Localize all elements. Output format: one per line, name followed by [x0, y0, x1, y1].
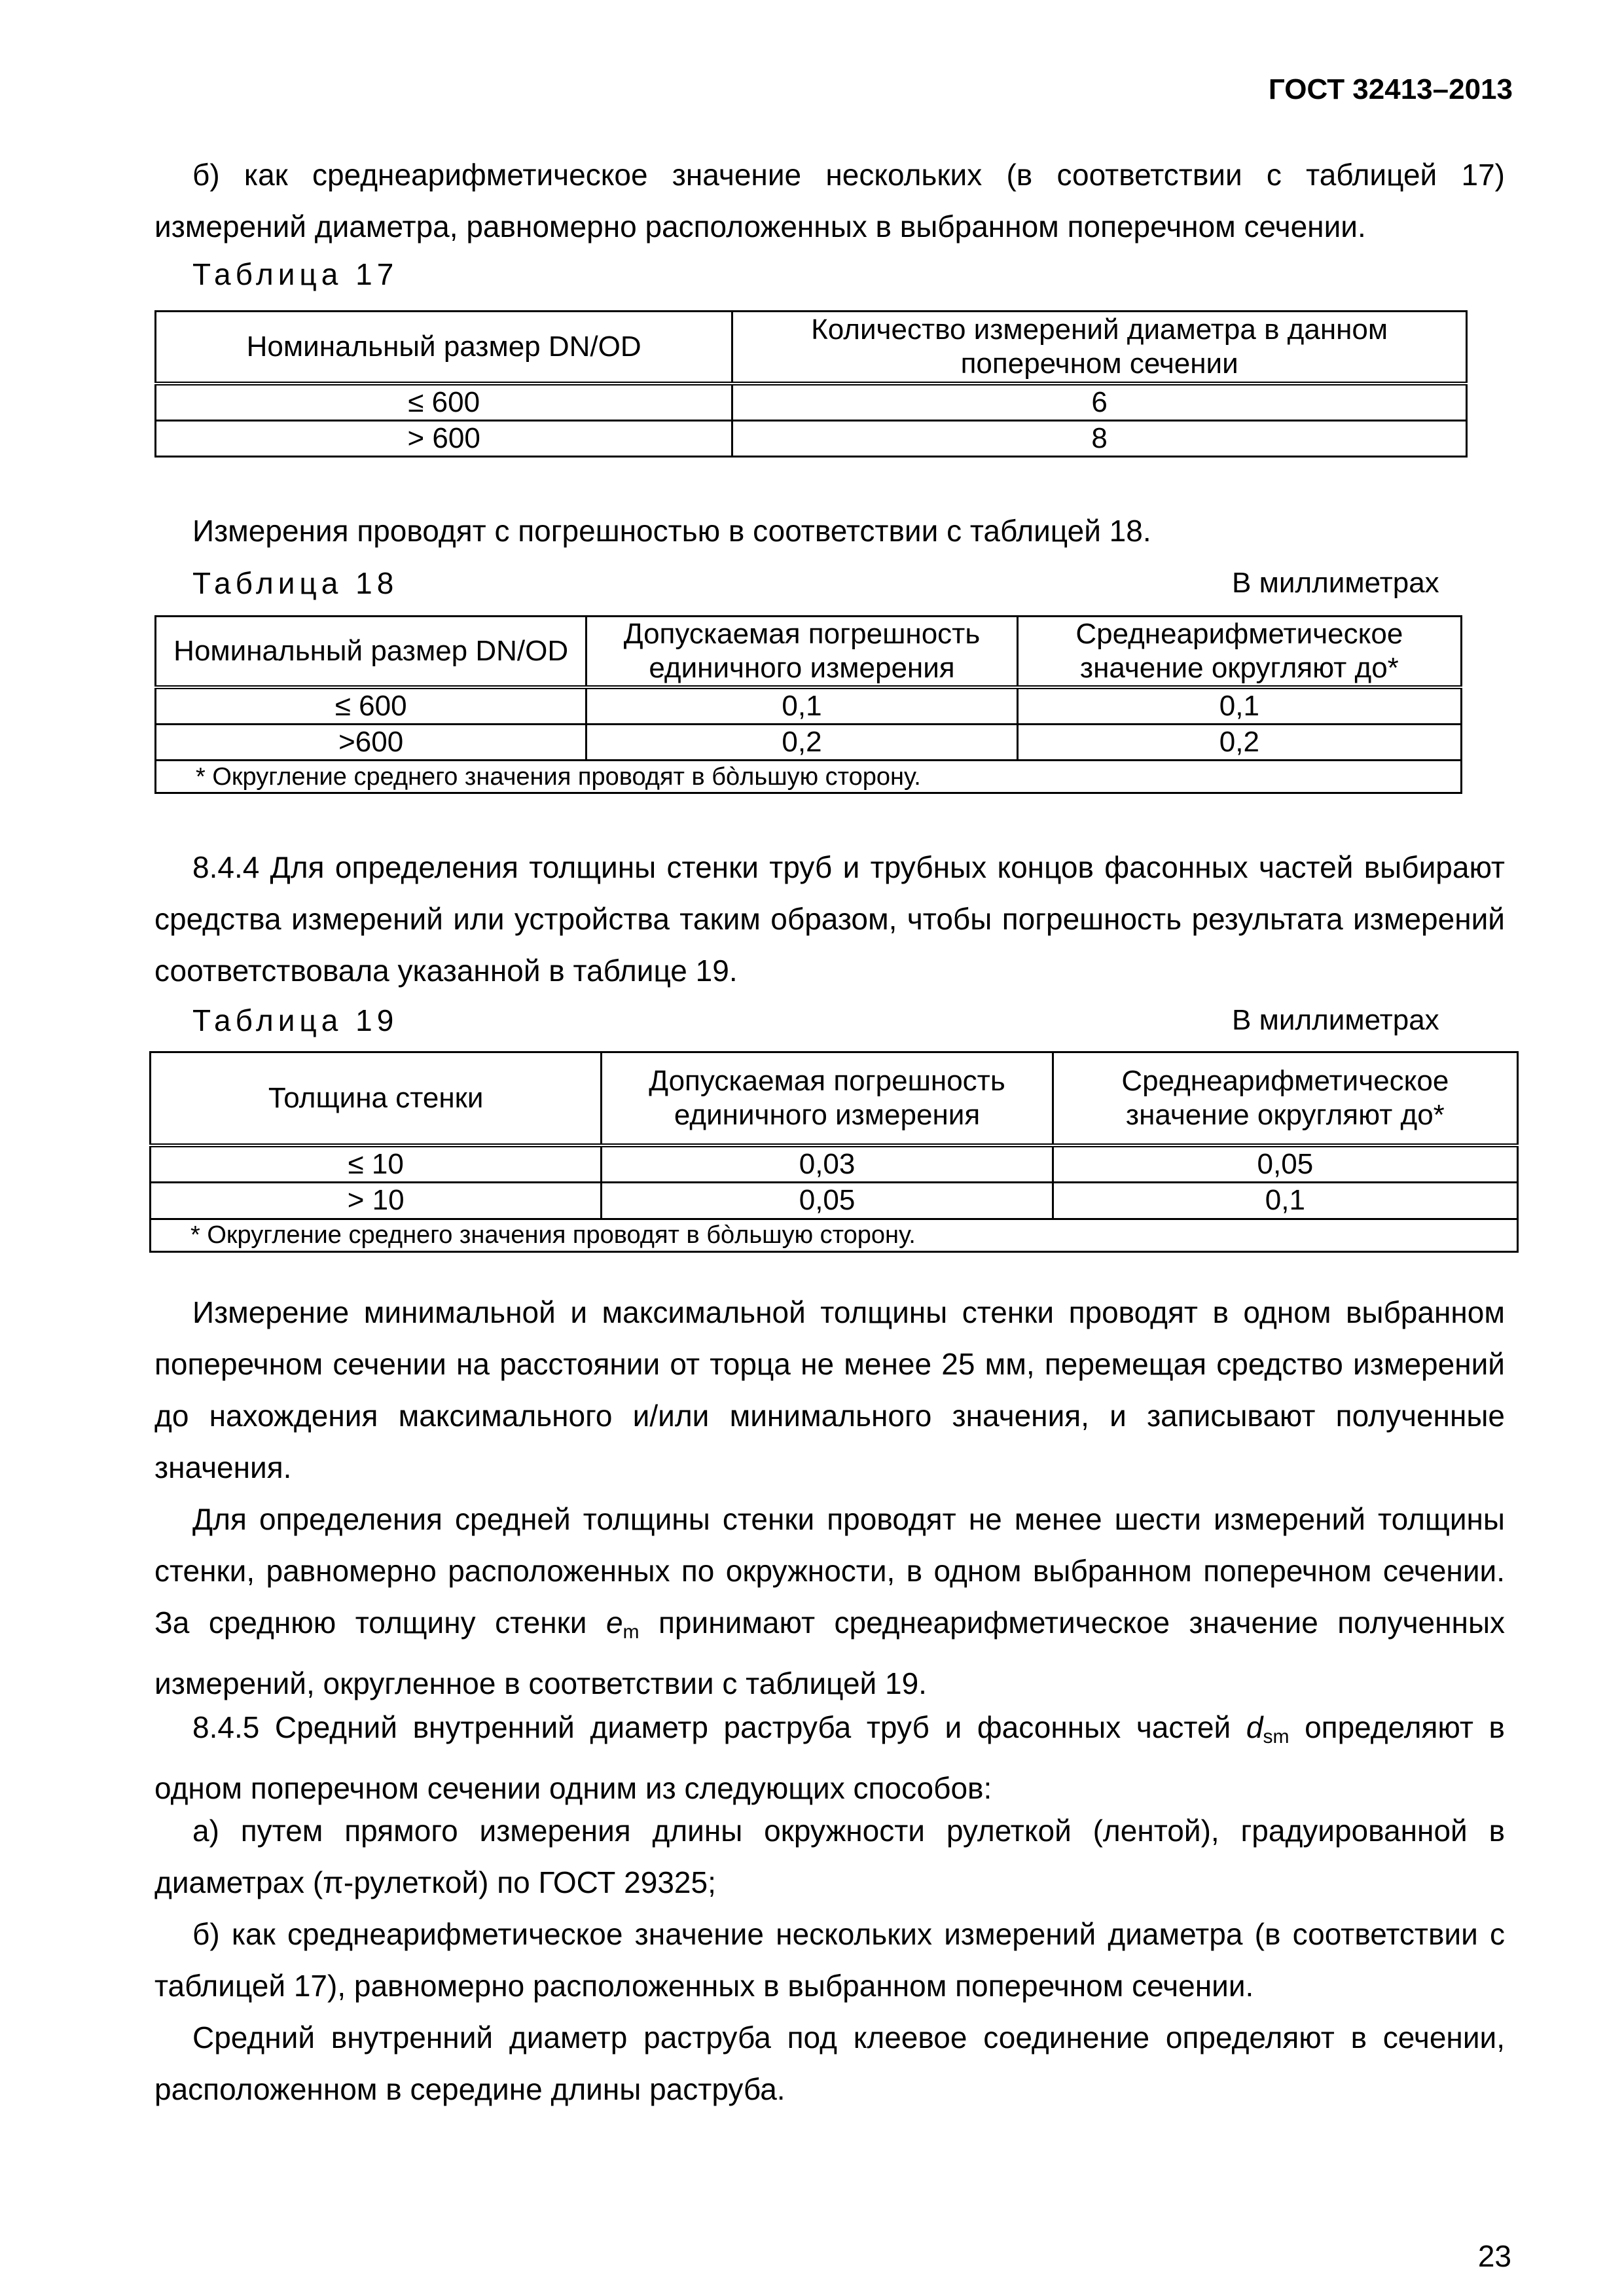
table18-caption: Таблица 18 [192, 566, 399, 600]
table18-cell: >600 [156, 725, 586, 761]
table19-footnote: * Округление среднего значения проводят в бòльшую сторону. [151, 1219, 1518, 1251]
paragraph-accuracy: Измерения проводят с погрешностью в соответствии с таблицей 18. [192, 514, 1151, 548]
table-18 [154, 615, 1462, 794]
paragraph-method-a: а) путем прямого измерения длины окружности рулеткой (лентой), градуированной в диаметрах (π-рулеткой) по ГОСТ 29325; [154, 1814, 1505, 1899]
symbol-d-subscript: sm [1263, 1726, 1290, 1748]
table19-cell: 0,1 [1053, 1182, 1517, 1219]
table18-header-cell: Среднеарифметическое значение округляют до* [1017, 617, 1461, 688]
table17-header-cell: Номинальный размер DN/OD [156, 312, 732, 384]
table19-cell: 0,05 [602, 1182, 1053, 1219]
paragraph-8-4-5: 8.4.5 Средний внутренний диаметр раструба труб и фасонных частей $d_{sm}$ определяют в одном поперечном сечении одним из следующих способов: [154, 1710, 1505, 1805]
paragraph-mean-thickness: Для определения средней толщины стенки проводят не менее шести измерений толщины стенки, равномерно расположенных по окружности, в одном выбранном поперечном сечении. За среднюю толщину стенки $e_m$ принимают среднеарифметическое значение полученных измерений, округленное в соответствии с таблицей 19. [154, 1502, 1506, 1700]
table19-header-cell: Допускаемая погрешность единичного измерения [602, 1052, 1053, 1145]
table18-cell: ≤ 600 [156, 687, 586, 725]
table19-cell: ≤ 10 [151, 1145, 602, 1183]
table17-cell: 6 [732, 384, 1467, 421]
table18-unit: В миллиметрах [1232, 567, 1439, 599]
table18-footnote: * Округление среднего значения проводят в бòльшую сторону. [156, 761, 1462, 793]
page-number: 23 [1477, 2239, 1511, 2273]
table-19 [149, 1051, 1519, 1253]
paragraph-min-max-thickness: Измерение минимальной и максимальной толщины стенки проводят в одном выбранном поперечном сечении на расстоянии от торца не менее 25 мм, перемещая средство измерений до нахождения максимального и/или минимального значения, и записывают полученные значения. [154, 1295, 1505, 1484]
paragraph-glued-socket: Средний внутренний диаметр раструба под клеевое соединение определяют в сечении, расположенном в середине длины раструба. [154, 2020, 1505, 2106]
symbol-e: e [605, 1605, 623, 1640]
table19-header-cell: Толщина стенки [151, 1052, 602, 1145]
symbol-d: d [1246, 1710, 1263, 1744]
table19-cell: 0,03 [602, 1145, 1053, 1183]
table-17 [154, 310, 1468, 457]
table17-cell: 8 [732, 420, 1467, 456]
table18-header-cell: Допускаемая погрешность единичного измерения [586, 617, 1017, 688]
table19-unit: В миллиметрах [1232, 1004, 1439, 1036]
paragraph-b-intro: б) как среднеарифметическое значение нескольких (в соответствии с таблицей 17) измерений диаметра, равномерно расположенных в выбранном поперечном сечении. [154, 158, 1505, 243]
table18-cell: 0,1 [1017, 687, 1461, 725]
table18-cell: 0,1 [586, 687, 1017, 725]
table17-header-cell: Количество измерений диаметра в данном поперечном сечении [732, 312, 1467, 384]
table18-cell: 0,2 [1017, 725, 1461, 761]
paragraph-method-b: б) как среднеарифметическое значение нескольких измерений диаметра (в соответствии с таблицей 17), равномерно расположенных в выбранном поперечном сечении. [154, 1917, 1505, 2003]
symbol-e-subscript: m [623, 1621, 640, 1643]
paragraph-8-4-4: 8.4.4 Для определения толщины стенки труб и трубных концов фасонных частей выбирают средства измерений или устройства таким образом, чтобы погрешность результата измерений соответствовала указанной в таблице 19. [154, 850, 1505, 988]
table19-caption: Таблица 19 [192, 1003, 399, 1037]
table18-cell: 0,2 [586, 725, 1017, 761]
table18-header-cell: Номинальный размер DN/OD [156, 617, 586, 688]
table19-cell: > 10 [151, 1182, 602, 1219]
table17-cell: ≤ 600 [156, 384, 732, 421]
standard-header: ГОСТ 32413–2013 [1268, 73, 1513, 105]
table19-header-cell: Среднеарифметическое значение округляют до* [1053, 1052, 1517, 1145]
table19-cell: 0,05 [1053, 1145, 1517, 1183]
table17-caption: Таблица 17 [192, 257, 399, 291]
table17-cell: > 600 [156, 420, 732, 456]
